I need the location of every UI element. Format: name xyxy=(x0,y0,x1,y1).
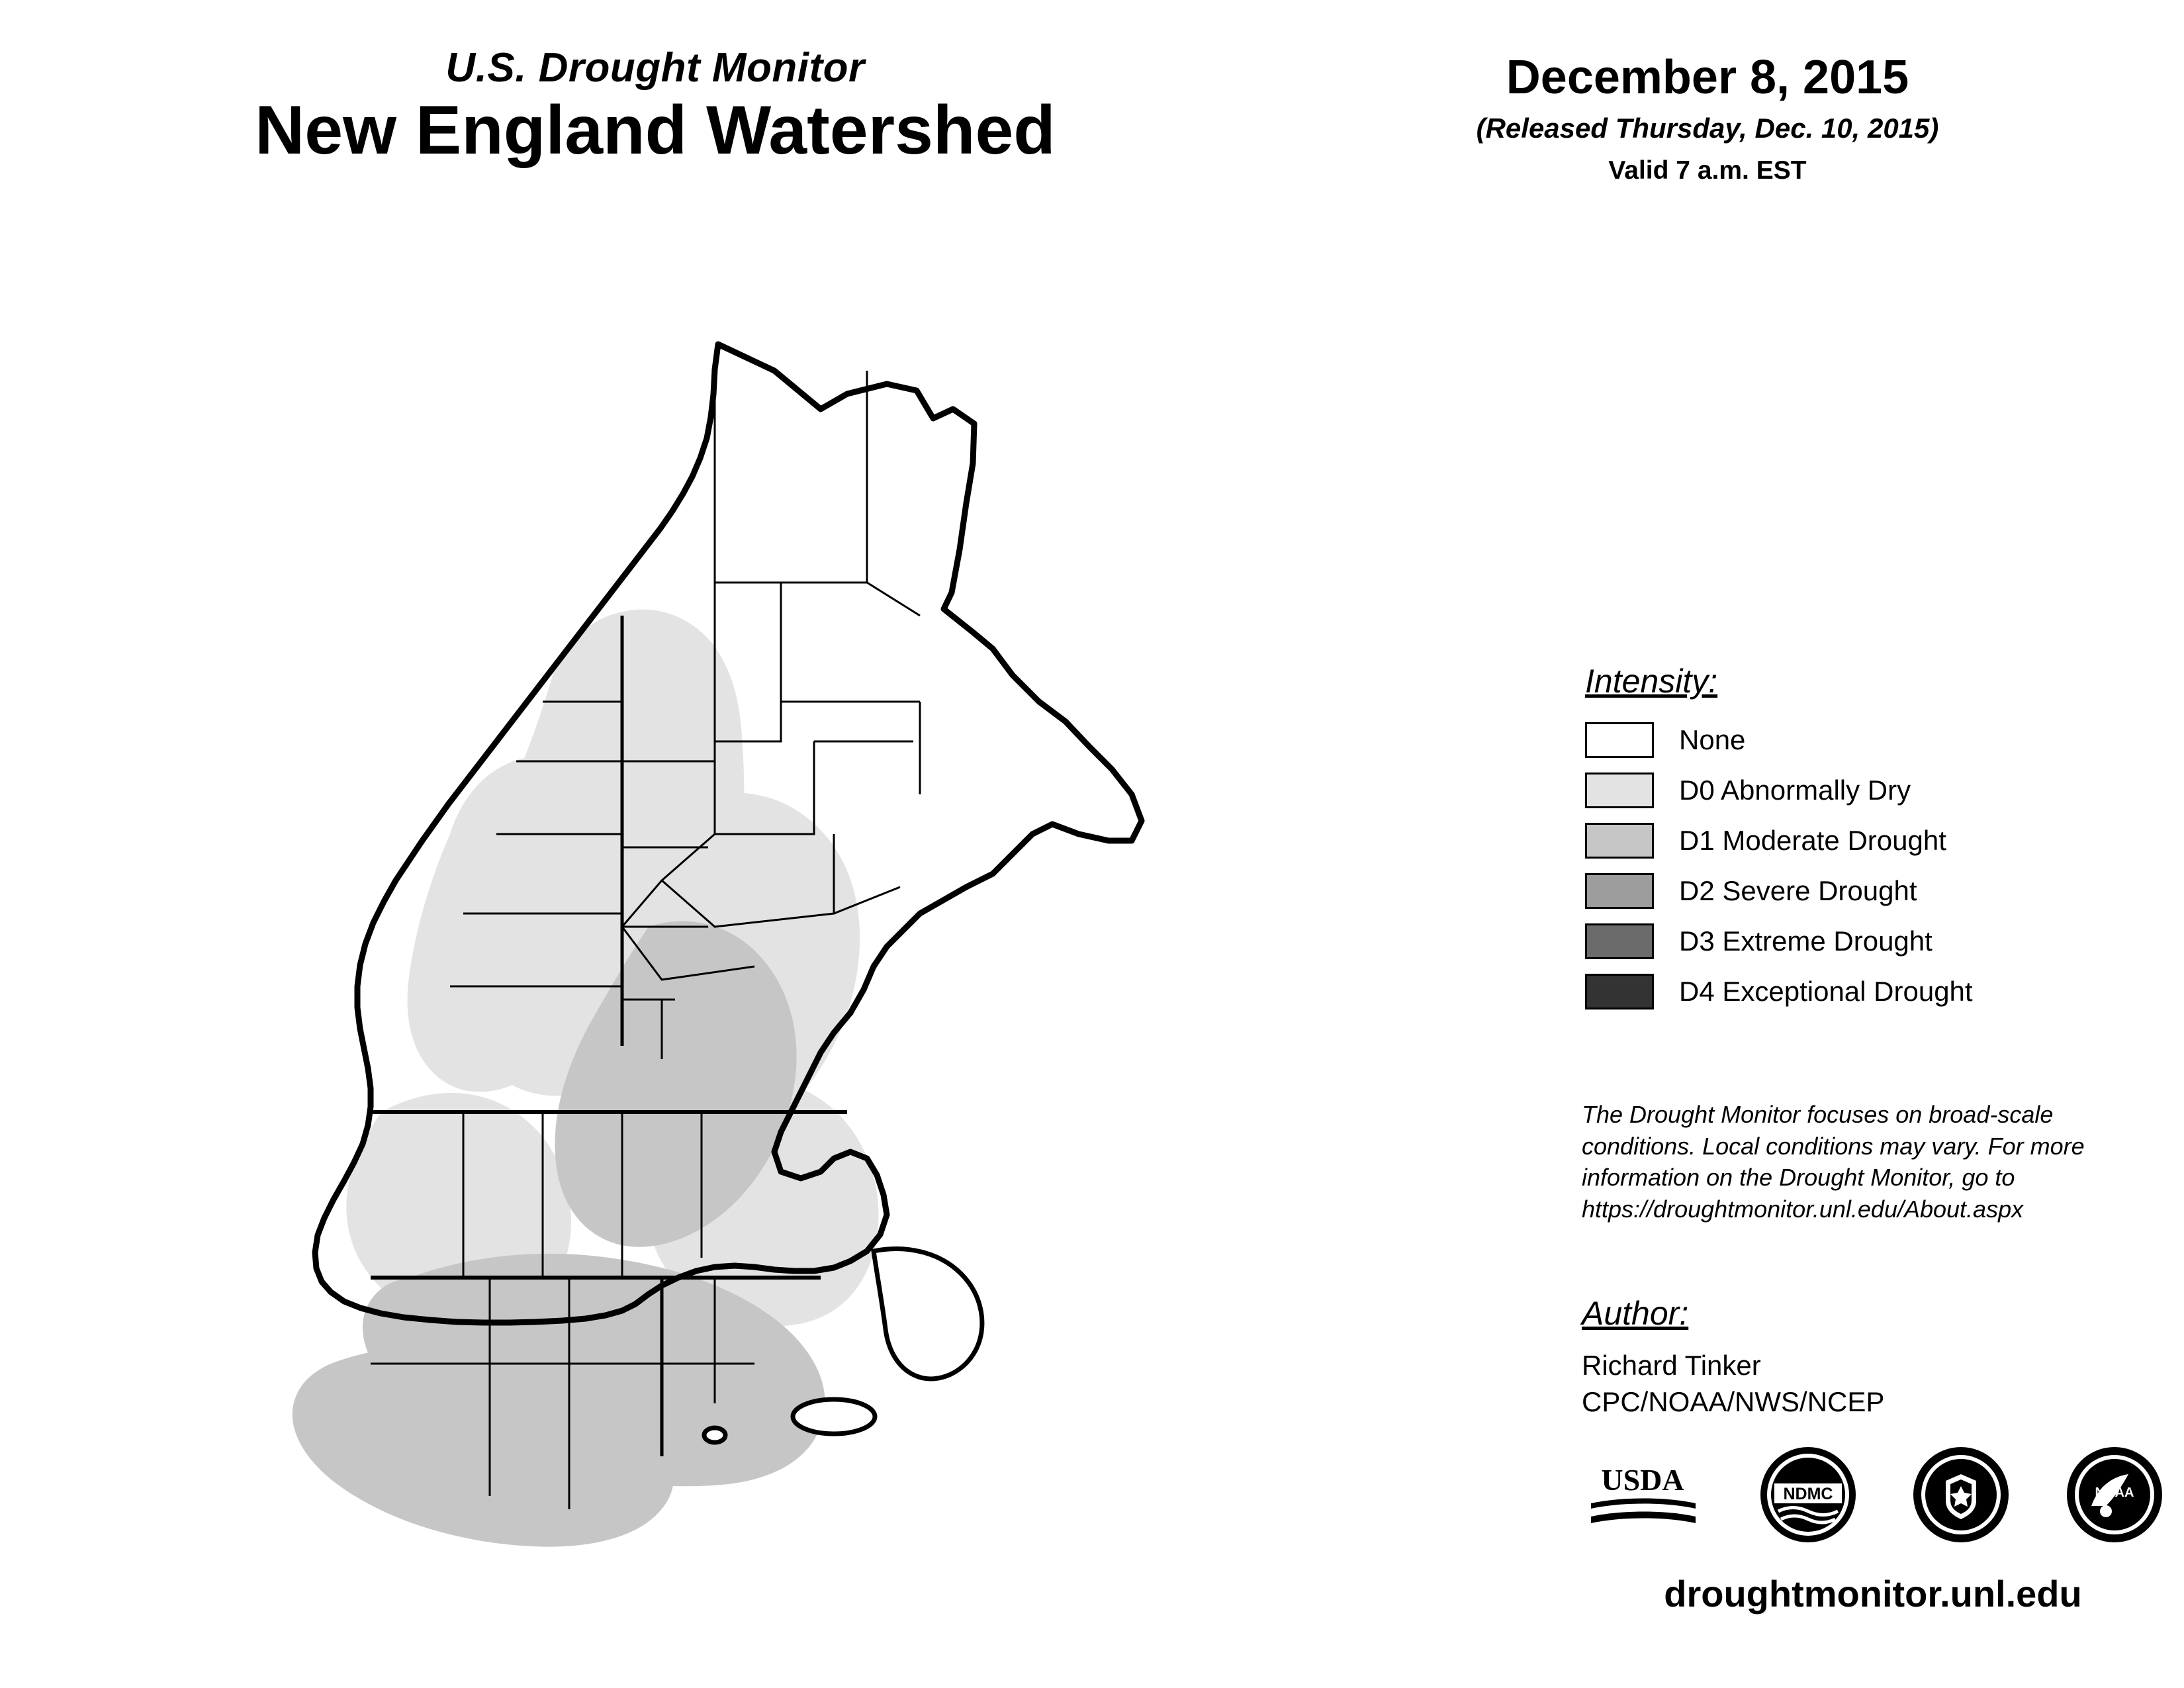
ndmc-logo xyxy=(1758,1445,1858,1548)
legend-swatch-d1 xyxy=(1585,823,1654,859)
legend-label-d0: D0 Abnormally Dry xyxy=(1679,774,1911,806)
svg-text:USDA: USDA xyxy=(1601,1462,1684,1497)
legend-swatch-d4 xyxy=(1585,974,1654,1009)
svg-text:NOAA: NOAA xyxy=(2095,1485,2134,1500)
noaa-logo xyxy=(2065,1445,2164,1548)
legend-label-none: None xyxy=(1679,724,1746,755)
map-svg xyxy=(251,331,1390,1622)
legend-item-d1 xyxy=(1585,816,2088,866)
legend-label-d3: D3 Extreme Drought xyxy=(1679,925,1933,957)
valid-time: Valid 7 a.m. EST xyxy=(1608,156,1807,185)
legend-swatch-d2 xyxy=(1585,873,1654,909)
legend-label-d1: D1 Moderate Drought xyxy=(1679,825,1946,856)
map-date: December 8, 2015 xyxy=(1506,51,1909,104)
author-title: Author: xyxy=(1582,1295,1689,1332)
usda-logo xyxy=(1582,1445,1704,1548)
drought-map xyxy=(251,331,1390,1622)
legend-label-d2: D2 Severe Drought xyxy=(1679,875,1917,906)
legend-title: Intensity: xyxy=(1585,663,1718,700)
page-title: New England Watershed xyxy=(255,92,1056,169)
legend xyxy=(1585,662,2088,1017)
legend-item-d0 xyxy=(1585,765,2088,816)
program-title: U.S. Drought Monitor xyxy=(445,45,865,91)
legend-item-none xyxy=(1585,715,2088,765)
svg-text:NDMC: NDMC xyxy=(1783,1484,1833,1503)
legend-label-d4: D4 Exceptional Drought xyxy=(1679,976,1973,1007)
author-name: Richard Tinker xyxy=(1582,1350,1761,1381)
release-date: (Released Thursday, Dec. 10, 2015) xyxy=(1476,112,1939,144)
author-block xyxy=(1582,1294,2164,1421)
usdc-logo xyxy=(1911,1445,2011,1548)
legend-swatch-d3 xyxy=(1585,923,1654,959)
legend-item-d3 xyxy=(1585,916,2088,966)
author-affiliation: CPC/NOAA/NWS/NCEP xyxy=(1582,1386,1885,1418)
disclaimer-text: The Drought Monitor focuses on broad-scale conditions. Local conditions may vary. For more information on the Drought Monitor, go to https://droughtmonitor.unl.edu/About.aspx xyxy=(1582,1101,2085,1223)
site-url[interactable]: droughtmonitor.unl.edu xyxy=(1664,1573,2082,1615)
legend-item-d2 xyxy=(1585,866,2088,916)
title-block xyxy=(93,46,1218,167)
legend-item-d4 xyxy=(1585,966,2088,1017)
legend-swatch-none xyxy=(1585,722,1654,758)
logo-strip xyxy=(1582,1440,2164,1552)
legend-swatch-d0 xyxy=(1585,773,1654,808)
date-block xyxy=(1357,53,2058,185)
